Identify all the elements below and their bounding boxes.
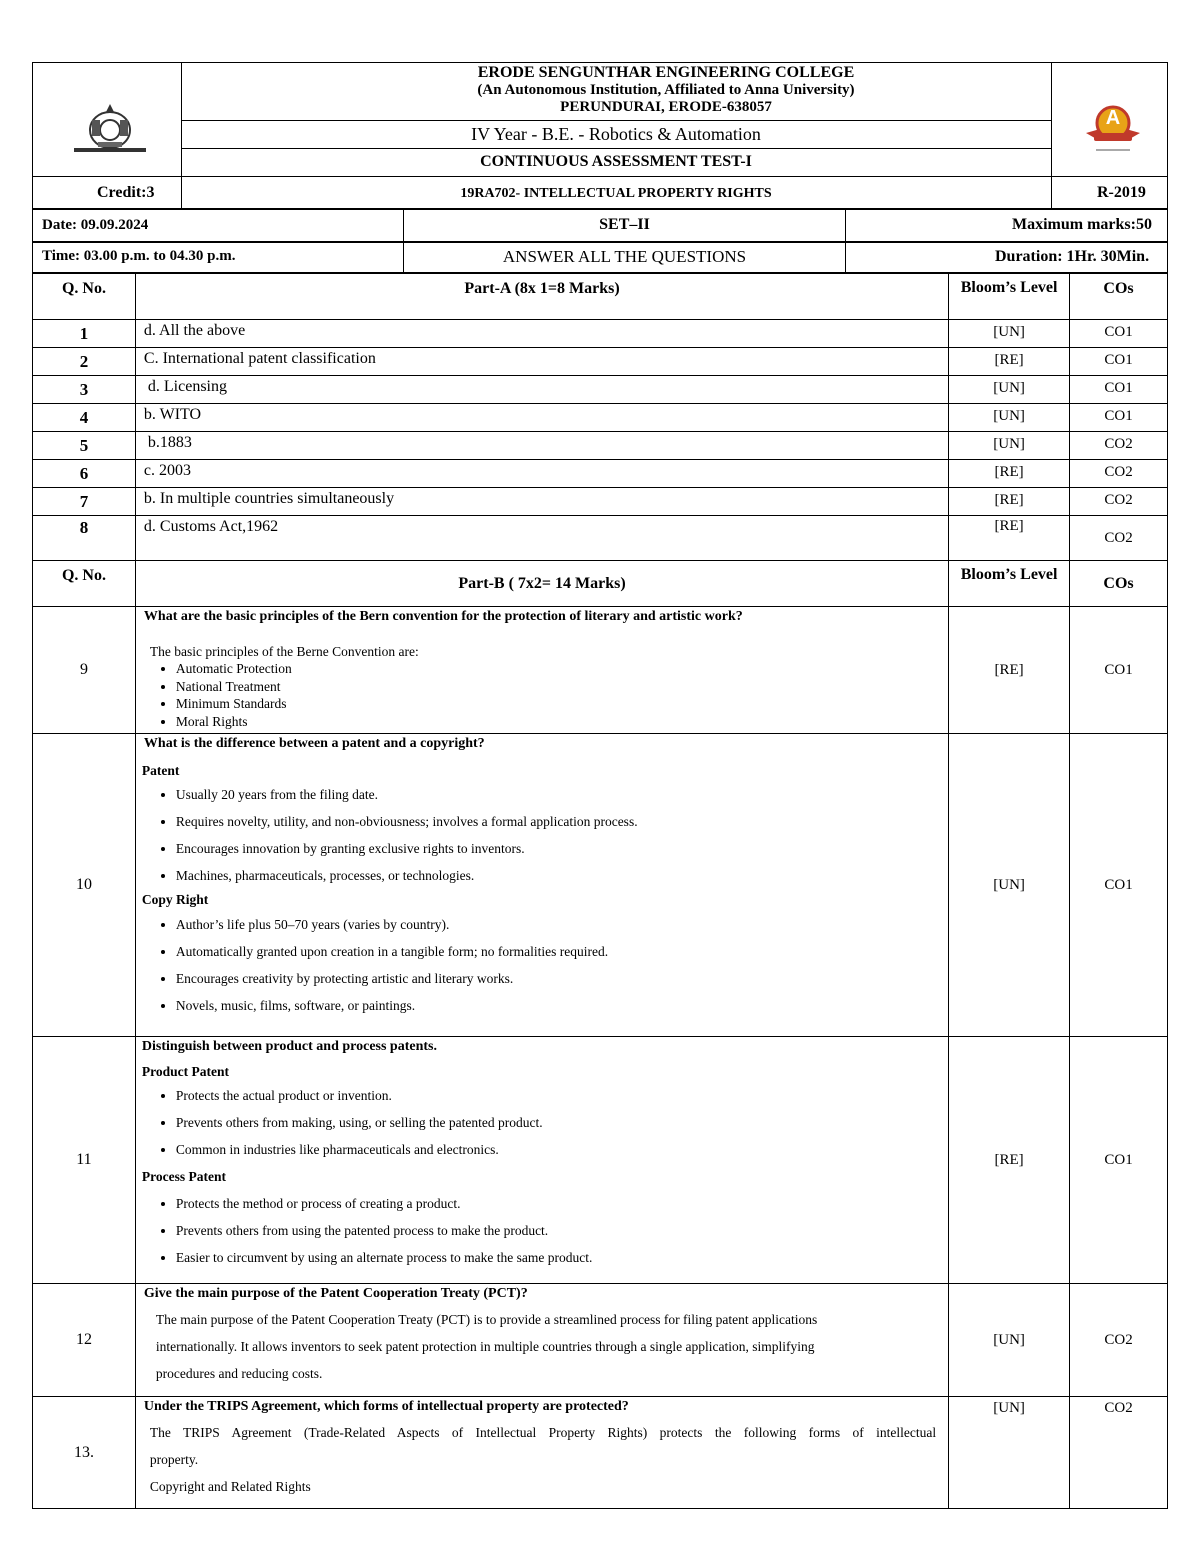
table-row: [33, 404, 1168, 432]
qno-cell: 5: [33, 432, 136, 460]
college-emblem-icon: [70, 98, 150, 156]
bullet-list: [136, 1190, 948, 1271]
credit-label: Credit:3: [97, 184, 155, 201]
question-row-13: [33, 1397, 1168, 1509]
co-cell: CO2: [1070, 1397, 1168, 1509]
co-cell: CO1: [1070, 404, 1168, 432]
qno-cell: 9: [33, 607, 136, 734]
qno-header: Q. No.: [33, 561, 136, 607]
answer-cell: d. All the above: [135, 320, 948, 348]
co-cell: CO1: [1070, 607, 1168, 734]
level-cell: [UN]: [949, 320, 1070, 348]
max-marks: Maximum marks:50: [1012, 216, 1152, 233]
list-item: • Novels, music, films, software, or paintings.: [176, 992, 948, 1019]
answer-line: procedures and reducing costs.: [155, 1366, 323, 1381]
answer-table: [32, 273, 1168, 1509]
bullet-list: [136, 1082, 948, 1163]
question-row-9: [33, 607, 1168, 734]
answer-cell: b.1883: [135, 432, 948, 460]
question-row-10: [33, 734, 1168, 1037]
subheading: Product Patent: [141, 1064, 230, 1079]
list-item: • National Treatment: [176, 678, 948, 696]
co-cell: CO2: [1070, 432, 1168, 460]
co-cell: CO2: [1070, 460, 1168, 488]
subheading: Process Patent: [141, 1169, 227, 1184]
answer-cell: [135, 1284, 948, 1397]
list-item: • Easier to circumvent by using an alternate process to make the same product.: [176, 1244, 948, 1271]
level-cell: [UN]: [949, 1284, 1070, 1397]
answer-line: internationally. It allows inventors to seek patent protection in multiple countries through a single application, simplifying: [155, 1339, 815, 1354]
college-name: ERODE SENGUNTHAR ENGINEERING COLLEGE: [477, 64, 855, 81]
level-cell: [RE]: [949, 607, 1070, 734]
qno-cell: 7: [33, 488, 136, 516]
badge-logo: [1080, 103, 1146, 157]
set-label: SET–II: [599, 216, 650, 233]
exam-time: Time: 03.00 p.m. to 04.30 p.m.: [42, 248, 236, 264]
qno-cell: 1: [33, 320, 136, 348]
table-row: [33, 488, 1168, 516]
list-item: • Protects the actual product or invention.: [176, 1082, 948, 1109]
list-item: • Encourages creativity by protecting artistic and literary works.: [176, 965, 948, 992]
date-divider-2: [845, 209, 846, 273]
list-item: • Prevents others from using the patented process to make the product.: [176, 1217, 948, 1244]
question-text: Distinguish between product and process patents.: [141, 1039, 437, 1054]
answer-line: Copyright and Related Rights: [149, 1479, 311, 1494]
qno-cell: 6: [33, 460, 136, 488]
answer-cell: d. Customs Act,1962: [135, 516, 948, 561]
answer-cell: b. In multiple countries simultaneously: [135, 488, 948, 516]
qno-cell: 10: [33, 734, 136, 1037]
college-location: PERUNDURAI, ERODE-638057: [560, 99, 772, 115]
subheading: Patent: [141, 763, 180, 778]
blooms-header: Bloom’s Level: [949, 561, 1070, 607]
list-item: • Prevents others from making, using, or selling the patented product.: [176, 1109, 948, 1136]
answer-cell: b. WITO: [135, 404, 948, 432]
header-hline-2: [181, 148, 1051, 149]
subheading: Copy Right: [141, 892, 209, 907]
cos-header: COs: [1070, 561, 1168, 607]
part-a-header: [33, 274, 1168, 320]
level-cell: [UN]: [949, 1397, 1070, 1509]
answer-cell: C. International patent classification: [135, 348, 948, 376]
table-row: [33, 516, 1168, 561]
list-item: • Minimum Standards: [176, 695, 948, 713]
duration: Duration: 1Hr. 30Min.: [995, 248, 1150, 265]
answer-line: property.: [149, 1452, 199, 1467]
qno-cell: 13.: [33, 1397, 136, 1509]
co-cell: CO1: [1070, 734, 1168, 1037]
list-item: • Requires novelty, utility, and non-obviousness; involves a formal application process.: [176, 808, 948, 835]
answer-cell: [135, 607, 948, 734]
co-cell: CO2: [1070, 488, 1168, 516]
question-text: Give the main purpose of the Patent Cooperation Treaty (PCT)?: [143, 1286, 528, 1301]
co-cell: CO2: [1070, 1284, 1168, 1397]
level-cell: [RE]: [949, 516, 1070, 561]
list-item: • Machines, pharmaceuticals, processes, or technologies.: [176, 862, 948, 889]
exam-date: Date: 09.09.2024: [42, 217, 149, 233]
bullet-list: [136, 660, 948, 730]
qno-cell: 11: [33, 1037, 136, 1284]
answer-cell: d. Licensing: [135, 376, 948, 404]
instruction: ANSWER ALL THE QUESTIONS: [502, 247, 747, 266]
test-title: CONTINUOUS ASSESSMENT TEST-I: [480, 153, 752, 170]
regulation: R-2019: [1097, 184, 1146, 201]
part-a-title: Part-A (8x 1=8 Marks): [135, 274, 948, 320]
list-item: • Author’s life plus 50–70 years (varies by country).: [176, 911, 948, 938]
qno-cell: 2: [33, 348, 136, 376]
answer-cell: [135, 734, 948, 1037]
answer-paragraph: [136, 1302, 948, 1387]
table-row: [33, 348, 1168, 376]
blooms-header: Bloom’s Level: [949, 274, 1070, 320]
co-cell: CO1: [1070, 376, 1168, 404]
qno-cell: 3: [33, 376, 136, 404]
question-text: What are the basic principles of the Bern convention for the protection of literary and artistic work?: [143, 609, 743, 624]
answer-line: The main purpose of the Patent Cooperation Treaty (PCT) is to provide a streamlined process for filing patent applications: [155, 1312, 818, 1327]
co-cell: CO1: [1070, 348, 1168, 376]
bullet-list: [136, 781, 948, 889]
level-cell: [RE]: [949, 1037, 1070, 1284]
table-row: [33, 432, 1168, 460]
badge-letter: A: [1105, 107, 1121, 129]
answer-paragraph: [136, 1415, 948, 1500]
part-b-title: Part-B ( 7x2= 14 Marks): [135, 561, 948, 607]
question-text: What is the difference between a patent and a copyright?: [143, 736, 485, 751]
qno-header: Q. No.: [33, 274, 136, 320]
qno-cell: 4: [33, 404, 136, 432]
list-item: • Protects the method or process of creating a product.: [176, 1190, 948, 1217]
answer-cell: [135, 1397, 948, 1509]
bullet-list: [136, 911, 948, 1019]
list-item: • Common in industries like pharmaceuticals and electronics.: [176, 1136, 948, 1163]
cos-header: COs: [1070, 274, 1168, 320]
subject-title: 19RA702- INTELLECTUAL PROPERTY RIGHTS: [460, 186, 772, 201]
list-item: • Encourages innovation by granting exclusive rights to inventors.: [176, 835, 948, 862]
question-row-12: [33, 1284, 1168, 1397]
co-cell: CO1: [1070, 1037, 1168, 1284]
level-cell: [RE]: [949, 348, 1070, 376]
year-course: IV Year - B.E. - Robotics & Automation: [471, 124, 761, 144]
list-item: • Automatically granted upon creation in a tangible form; no formalities required.: [176, 938, 948, 965]
part-b-header: [33, 561, 1168, 607]
qno-cell: 8: [33, 516, 136, 561]
level-cell: [UN]: [949, 734, 1070, 1037]
answer-cell: [135, 1037, 948, 1284]
question-text: Under the TRIPS Agreement, which forms of intellectual property are protected?: [143, 1399, 629, 1414]
level-cell: [UN]: [949, 432, 1070, 460]
table-row: [33, 320, 1168, 348]
co-cell: CO1: [1070, 320, 1168, 348]
list-item: • Moral Rights: [176, 713, 948, 731]
answer-intro: The basic principles of the Berne Convention are:: [149, 644, 419, 659]
college-affiliation: (An Autonomous Institution, Affiliated to Anna University): [477, 82, 855, 98]
list-item: • Usually 20 years from the filing date.: [176, 781, 948, 808]
level-cell: [UN]: [949, 376, 1070, 404]
co-cell: CO2: [1070, 516, 1168, 561]
level-cell: [UN]: [949, 404, 1070, 432]
level-cell: [RE]: [949, 488, 1070, 516]
table-row: [33, 460, 1168, 488]
answer-cell: c. 2003: [135, 460, 948, 488]
answer-line: The TRIPS Agreement (Trade-Related Aspects of Intellectual Property Rights) protects the following forms of intellectual: [149, 1425, 937, 1440]
level-cell: [RE]: [949, 460, 1070, 488]
list-item: • Automatic Protection: [176, 660, 948, 678]
question-row-11: [33, 1037, 1168, 1284]
table-row: [33, 376, 1168, 404]
qno-cell: 12: [33, 1284, 136, 1397]
